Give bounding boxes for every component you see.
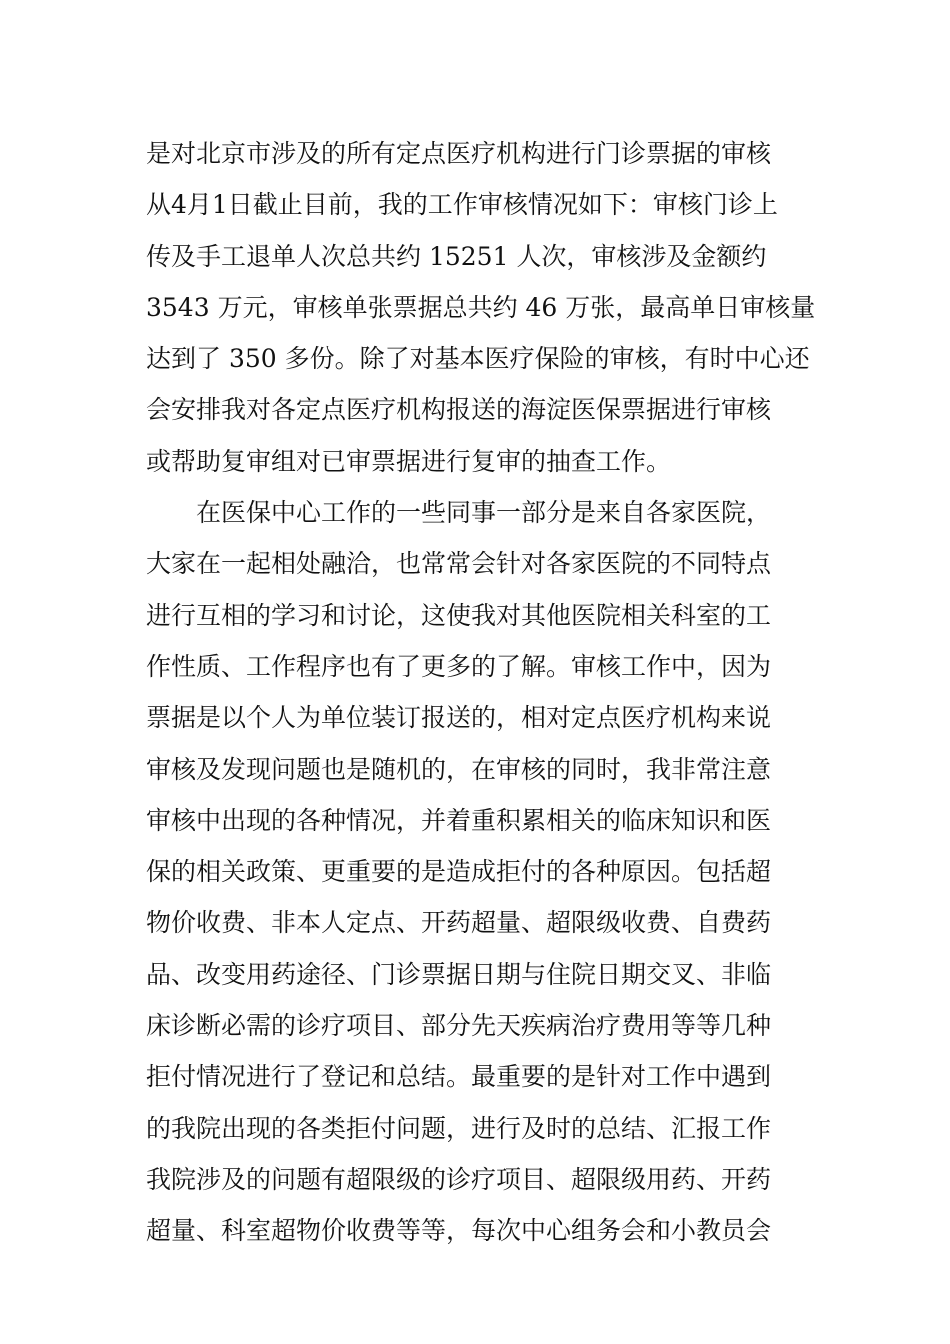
text-line: 审核及发现问题也是随机的，在审核的同时，我非常注意 <box>146 754 772 784</box>
text-line: 票据是以个人为单位装订报送的，相对定点医疗机构来说 <box>146 703 772 733</box>
text-line: 审核中出现的各种情况，并着重积累相关的临床知识和医 <box>146 805 772 835</box>
text-line: 床诊断必需的诊疗项目、部分先天疾病治疗费用等等几种 <box>146 1011 772 1041</box>
text-line: 达到了 350 多份。除了对基本医疗保险的审核，有时中心还 <box>146 344 810 374</box>
text-line: 拒付情况进行了登记和总结。最重要的是针对工作中遇到 <box>146 1062 772 1092</box>
text-line: 超量、科室超物价收费等等，每次中心组务会和小教员会 <box>146 1216 772 1246</box>
text-line: 作性质、工作程序也有了更多的了解。审核工作中，因为 <box>146 651 772 681</box>
text-line: 的我院出现的各类拒付问题，进行及时的总结、汇报工作 <box>146 1113 772 1143</box>
text-line: 是对北京市涉及的所有定点医疗机构进行门诊票据的审核 <box>146 139 772 168</box>
text-line: 或帮助复审组对已审票据进行复审的抽查工作。 <box>146 446 672 476</box>
text-line: 从4月1日截止目前，我的工作审核情况如下：审核门诊上 <box>146 190 778 220</box>
text-line: 我院涉及的问题有超限级的诊疗项目、超限级用药、开药 <box>146 1164 772 1194</box>
text-line: 物价收费、非本人定点、开药超量、超限级收费、自费药 <box>146 908 772 938</box>
text-line: 保的相关政策、更重要的是造成拒付的各种原因。包括超 <box>146 857 772 887</box>
text-line: 进行互相的学习和讨论，这使我对其他医院相关科室的工 <box>146 600 772 630</box>
document-body <box>146 128 818 1257</box>
paragraph-first-line: 在医保中心工作的一些同事一部分是来自各家医院， <box>196 498 772 528</box>
text-line: 会安排我对各定点医疗机构报送的海淀医保票据进行审核 <box>146 395 772 425</box>
text-line: 品、改变用药途径、门诊票据日期与住院日期交叉、非临 <box>146 959 772 989</box>
text-line: 3543 万元，审核单张票据总共约 46 万张，最高单日审核量 <box>146 292 816 322</box>
text-line: 大家在一起相处融洽，也常常会针对各家医院的不同特点 <box>146 549 772 579</box>
text-line: 传及手工退单人次总共约 15251 人次，审核涉及金额约 <box>146 241 767 271</box>
